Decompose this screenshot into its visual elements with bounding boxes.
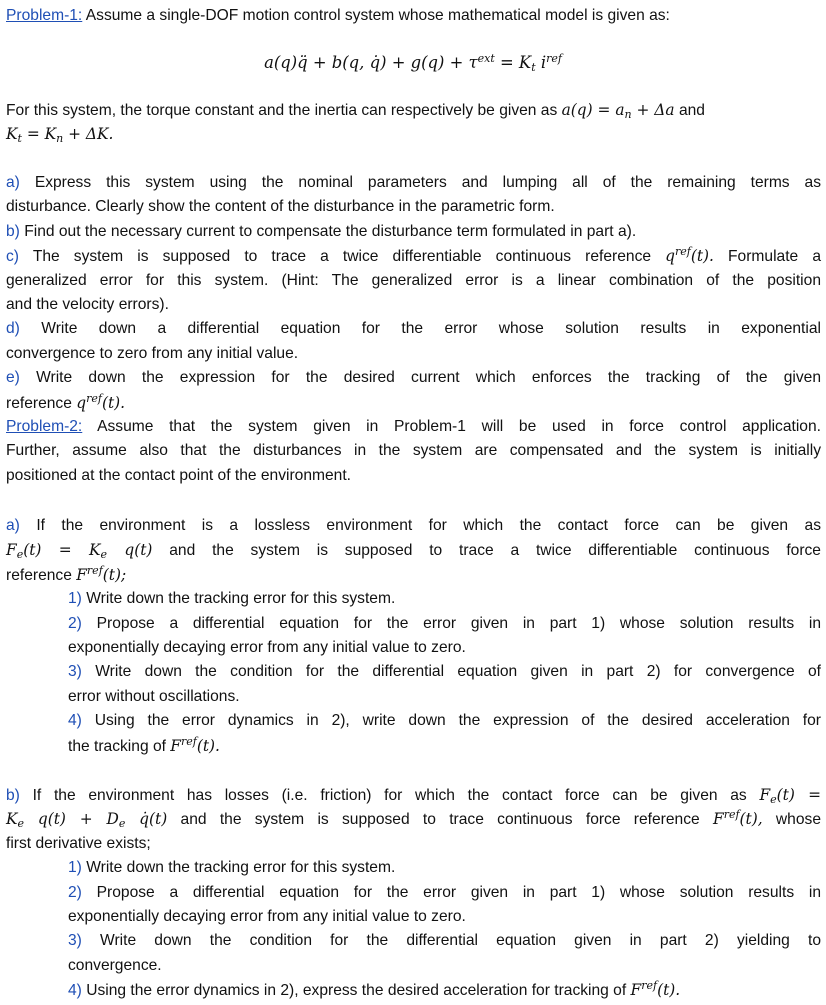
p1-b-label: b): [6, 222, 20, 240]
p1-e-label: e): [6, 369, 20, 387]
p1-c-line2: generalized error for this system. (Hint: The generalized error is a linear combination of the position: [6, 271, 821, 289]
p2-a-line3: reference $F^{ref}(t)$;: [6, 563, 127, 584]
p1-a-label: a): [6, 174, 20, 191]
p2-b-sub3-label: 3): [68, 932, 82, 950]
p2-b-sub4-line1: 4) Using the error dynamics in 2), express the desired acceleration for tracking of $F^{ref}(t)$.: [68, 979, 681, 1000]
p2-a-sub2-label: 2): [68, 614, 82, 632]
p2-a-sub3-label: 3): [68, 663, 82, 681]
fref-symbol: $F^{ref}(t)$.: [630, 979, 681, 1000]
p2-b-sub1-label: 1): [68, 859, 82, 877]
p1-b-line1: b) Find out the necessary current to compensate the disturbance term formulated in part a).: [6, 222, 637, 240]
p2-a-sub2-line1: 2) Propose a differential equation for the error given in part 1) whose solution results in: [68, 614, 821, 632]
p2-a-sub2-line2: exponentially decaying error from any initial value to zero.: [68, 639, 466, 656]
torque-constant-expression: $K_t = K_n + \Delta K$.: [6, 125, 114, 146]
fref-symbol: $F^{ref}(t)$,: [713, 808, 763, 829]
p2-a-line1: a) If the environment is a lossless environment for which the contact force can be given as: [6, 517, 821, 534]
p2-a-line2: $F_e(t) = K_e$ q(t) and the system is supposed to trace a twice differentiable continuous force: [6, 541, 821, 562]
p1-e-line2: reference $q^{ref}(t)$.: [6, 391, 126, 412]
p2-b-sub2-label: 2): [68, 883, 82, 901]
p2-b-sub3-line1: 3) Write down the condition for the differential equation given in part 2) yielding to: [68, 932, 821, 950]
inertia-expression: $a(q) = a_n + \Delta a$: [561, 101, 675, 121]
p2-a-sub1-line1: 1) Write down the tracking error for this system.: [68, 590, 396, 608]
problem1-equation: a(q)q̈ + b(q, q̇) + $g(q) + \tau^{ext} = K_t$ $i^{ref}$: [264, 52, 562, 74]
problem2-intro-line3: positioned at the contact point of the environment.: [6, 466, 352, 484]
p1-d-line2: convergence to zero from any initial value.: [6, 344, 299, 362]
problem1-params-line2: [6, 122, 113, 147]
fref-symbol: $F^{ref}(t)$.: [170, 734, 220, 755]
qref-symbol: $q^{ref}(t)$.: [665, 245, 714, 266]
p2-a-sub4-line2: the tracking of $F^{ref}(t)$.: [68, 734, 220, 755]
p1-a-line1: a) Express this system using the nominal parameters and lumping all of the remaining terms as: [6, 174, 822, 191]
p2-a-sub4-label: 4): [68, 712, 82, 730]
qref-symbol: $q^{ref}(t)$.: [76, 391, 126, 412]
contact-force-expression: $K_e$ $q(t) + D_e$ q̇(t): [6, 810, 168, 831]
problem1-heading: Problem-1:: [6, 7, 83, 24]
p2-b-sub3-line2: convergence.: [68, 956, 162, 974]
problem1-heading-line: [6, 4, 670, 28]
p2-a-sub4-line1: 4) Using the error dynamics in 2), write down the expression of the desired acceleration for: [68, 712, 821, 730]
p2-b-line2: $K_e$ $q(t) + D_e$ q̇(t) and the system is supposed to trace continuous force reference $F^{ref}(t)$, whose: [6, 808, 821, 831]
p2-b-sub1-line1: 1) Write down the tracking error for this system.: [68, 859, 396, 877]
problem2-intro: Assume that the system given in Problem-1 will be used in force control application.: [97, 418, 821, 435]
p2-a-sub1-label: 1): [68, 590, 82, 608]
p2-b-line1: b) If the environment has losses (i.e. friction) for which the contact force can be given as $F_e(t)$ =: [6, 786, 821, 806]
problem2-heading-line: [6, 415, 821, 439]
p2-b-sub2-line1: 2) Propose a differential equation for the error given in part 1) whose solution results in: [68, 883, 821, 901]
p1-d-label: d): [6, 320, 20, 338]
p2-b-sub4-label: 4): [68, 982, 82, 1000]
problem1-params-line1: For this system, the torque constant and the inertia can respectively be given as $a(q) = a_n + \Delta a$ and: [6, 101, 705, 121]
contact-force-expression: $F_e(t)$ =: [759, 786, 821, 806]
p1-c-line1: c) The system is supposed to trace a twice differentiable continuous reference $q^{ref}(t)$. Formulate a: [6, 245, 821, 266]
p2-a-label: a): [6, 517, 20, 534]
p1-d-line1: d) Write down a differential equation for the error whose solution results in exponential: [6, 320, 821, 338]
p1-e-line1: e) Write down the expression for the desired current which enforces the tracking of the given: [6, 369, 821, 387]
p2-a-sub3-line2: error without oscillations.: [68, 687, 240, 705]
p2-b-line3: first derivative exists;: [6, 834, 151, 852]
fref-symbol: $F^{ref}(t)$;: [76, 563, 127, 584]
p2-b-label: b): [6, 787, 20, 804]
problem2-intro-line2: Further, assume also that the disturbances in the system are compensated and the system is initially: [6, 442, 821, 460]
p1-a-line2: disturbance. Clearly show the content of the disturbance in the parametric form.: [6, 198, 555, 216]
p1-c-label: c): [6, 248, 19, 266]
p2-a-sub3-line1: 3) Write down the condition for the differential equation given in part 2) for convergence of: [68, 663, 821, 681]
contact-force-expression: $F_e(t) = K_e$ q(t): [6, 541, 153, 562]
problem1-intro: Assume a single-DOF motion control system whose mathematical model is given as:: [85, 7, 670, 24]
p1-c-line3: and the velocity errors).: [6, 296, 169, 313]
p2-b-sub2-line2: exponentially decaying error from any initial value to zero.: [68, 908, 466, 925]
problem2-heading: Problem-2:: [6, 418, 83, 435]
